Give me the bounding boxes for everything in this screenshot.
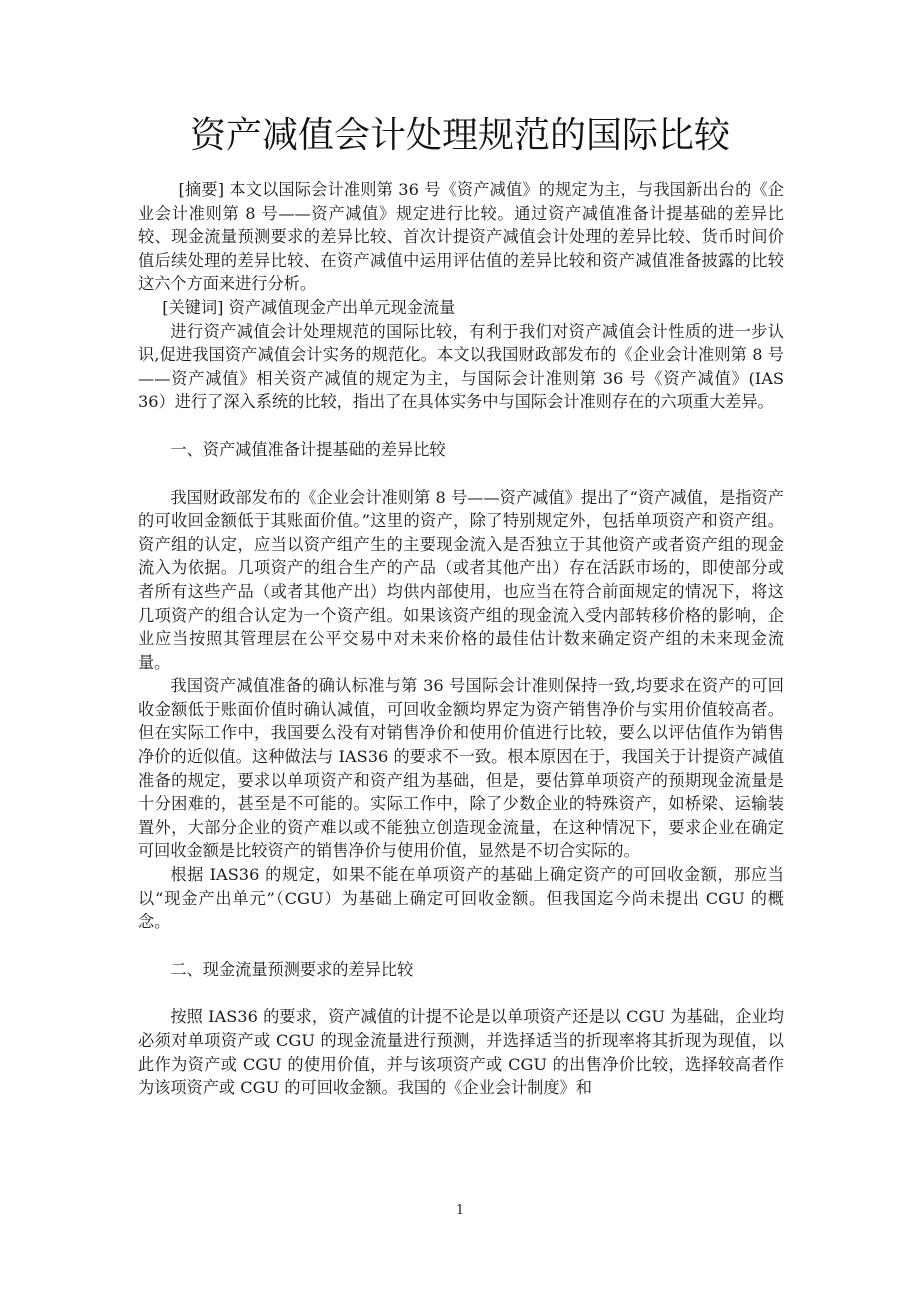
section-1-paragraph: 我国财政部发布的《企业会计准则第 8 号——资产减值》提出了“资产减值，是指资产的可收回金额低于其账面价值。”这里的资产，除了特别规定外，包括单项资产和资产组。资产组的认定，应当以资产组产生的主要现金流入是否独立于其他资产或者资产组的现金流入为依据。几项资产的组合生产的产品（或者其他产出）存在活跃市场的，即使部分或者所有这些产品（或者其他产出）均供内部使用，也应当在符合前面规定的情况下，将这几项资产的组合认定为一个资产组。如果该资产组的现金流入受内部转移价格的影响，企业应当按照其管理层在公平交易中对未来价格的最佳估计数来确定资产组的未来现金流量。: [138, 487, 784, 672]
spacer: [138, 934, 784, 958]
section-heading-2: 二、现金流量预测要求的差异比较: [170, 959, 414, 979]
section-2-paragraph: 按照 IAS36 的要求，资产减值的计提不论是以单项资产还是以 CGU 为基础，企业均必须对单项资产或 CGU 的现金流量进行预测，并选择适当的折现率将其折现为现值，以此作为资产或 CGU 的使用价值，并与该项资产或 CGU 的出售净价比较，选择较高者作为该项资产或 CGU 的可回收金额。我国的《企业会计制度》和: [138, 1007, 784, 1098]
keywords-paragraph: [关键词] 资产减值现金产出单元现金流量: [162, 297, 456, 317]
document-body: [138, 178, 784, 1100]
spacer: [138, 414, 784, 438]
intro-paragraph: 进行资产减值会计处理规范的国际比较，有利于我们对资产减值会计性质的进一步认识,促进我国资产减值会计实务的规范化。本文以我国财政部发布的《企业会计准则第 8 号——资产减值》相关资产减值的规定为主，与国际会计准则第 36 号《资产减值》(IAS 36）进行了深入系统的比较，指出了在具体实务中与国际会计准则存在的六项重大差异。: [138, 321, 784, 412]
spacer: [138, 462, 784, 486]
section-1-paragraph: 根据 IAS36 的规定，如果不能在单项资产的基础上确定资产的可回收金额，那应当以“现金产出单元”（CGU）为基础上确定可回收金额。但我国迄今尚未提出 CGU 的概念。: [138, 865, 784, 932]
abstract-paragraph: [摘要] 本文以国际会计准则第 36 号《资产减值》的规定为主，与我国新出台的《企业会计准则第 8 号——资产减值》规定进行比较。通过资产减值准备计提基础的差异比较、现金流量预测要求的差异比较、首次计提资产减值会计处理的差异比较、货币时间价值后续处理的差异比较、在资产减值中运用评估值的差异比较和资产减值准备披露的比较这六个方面来进行分析。: [138, 180, 784, 294]
document-title: 资产减值会计处理规范的国际比较: [189, 115, 730, 156]
section-heading-1: 一、资产减值准备计提基础的差异比较: [170, 439, 446, 459]
section-1-paragraph: 我国资产减值准备的确认标准与第 36 号国际会计准则保持一致,均要求在资产的可回收金额低于账面价值时确认减值，可回收金额均界定为资产销售净价与实用价值较高者。但在实际工作中，我国要么没有对销售净价和使用价值进行比较，要么以评估值作为销售净价的近似值。这种做法与 IAS36 的要求不一致。根本原因在于，我国关于计提资产减值准备的规定，要求以单项资产和资产组为基础，但是，要估算单项资产的预期现金流量是十分困难的，甚至是不可能的。实际工作中，除了少数企业的特殊资产，如桥梁、运输装置外，大部分企业的资产难以或不能独立创造现金流量，在这种情况下，要求企业在确定可回收金额是比较资产的销售净价与使用价值，显然是不切合实际的。: [138, 676, 784, 861]
spacer: [138, 981, 784, 1005]
page-number: 1: [455, 1203, 465, 1218]
